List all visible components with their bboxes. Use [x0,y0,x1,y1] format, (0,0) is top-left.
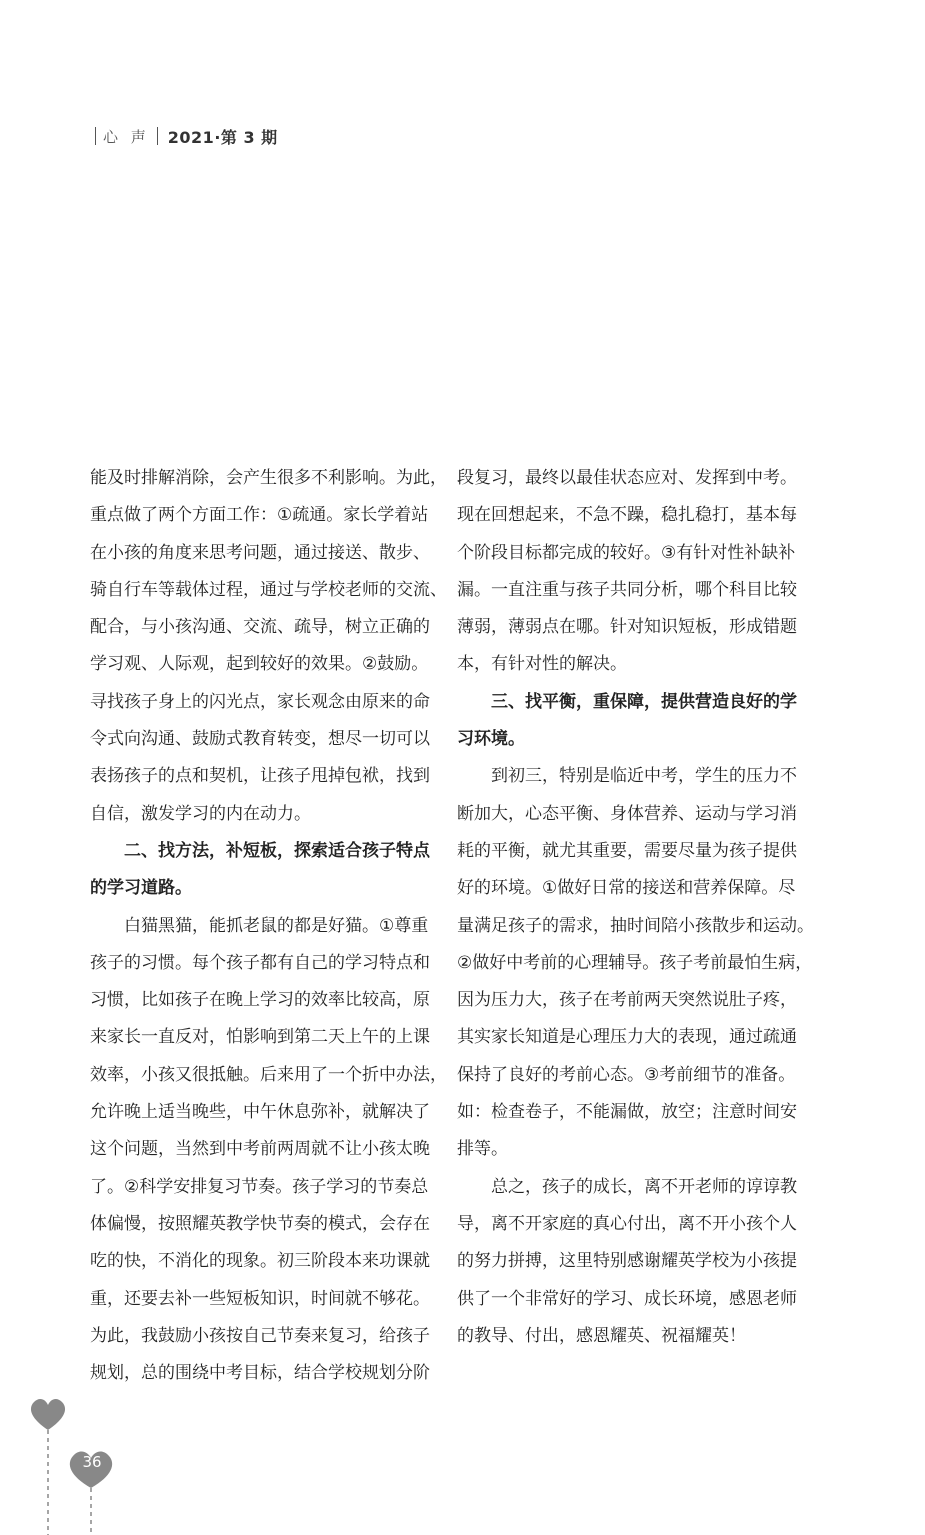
text-line: 二、找方法，补短板，探索适合孩子特点 [90,840,430,861]
text-line: 规划，总的围绕中考目标，结合学校规划分阶 [90,1363,430,1384]
text-line: 了。②科学安排复习节奏。孩子学习的节奏总 [90,1176,429,1197]
text-line: 能及时排解消除，会产生很多不利影响。为此， [90,468,447,488]
header-divider [157,127,158,145]
text-line: 量满足孩子的需求，抽时间陪小孩散步和运动。 [457,915,814,936]
text-line: 的学习道路。 [90,878,192,899]
text-line: 体偏慢，按照耀英教学快节奏的模式，会存在 [90,1213,430,1234]
text-line: 配合，与小孩沟通、交流、疏导，树立正确的 [90,617,430,638]
text-line: 因为压力大，孩子在考前两天突然说肚子疼， [457,990,797,1011]
text-line: 这个问题，当然到中考前两周就不让小孩太晚 [90,1139,430,1160]
text-line: 导，离不开家庭的真心付出，离不开小孩个人 [457,1213,797,1234]
text-line: 的努力拼搏，这里特别感谢耀英学校为小孩提 [457,1251,797,1272]
text-line: 供了一个非常好的学习、成长环境，感恩老师 [457,1288,797,1309]
text-line: 到初三，特别是临近中考，学生的压力不 [457,766,797,787]
text-line: 骑自行车等载体过程，通过与学校老师的交流、 [90,579,447,600]
text-line: 重点做了两个方面工作：①疏通。家长学着站 [90,505,429,526]
text-line: 漏。一直注重与孩子共同分析，哪个科目比较 [457,579,797,600]
text-line: 自信，激发学习的内在动力。 [90,803,311,824]
text-line: 本，有针对性的解决。 [457,654,627,675]
small-heart-icon [31,1399,65,1430]
text-line: 段复习，最终以最佳状态应对、发挥到中考。 [457,468,797,488]
text-line: 习惯，比如孩子在晚上学习的效率比较高，原 [90,990,430,1011]
section-name: 心 声 [103,127,150,146]
text-line: 断加大，心态平衡、身体营养、运动与学习消 [457,803,797,824]
text-line: 的教导、付出，感恩耀英、祝福耀英！ [457,1325,746,1346]
text-line: 总之，孩子的成长，离不开老师的谆谆教 [457,1176,797,1197]
issue-label: 2021·第 3 期 [167,127,278,147]
text-line: 个阶段目标都完成的较好。③有针对性补缺补 [457,542,796,563]
page-number: 36 [82,1453,102,1471]
text-line: 寻找孩子身上的闪光点，家长观念由原来的命 [90,691,430,712]
text-line: 表扬孩子的点和契机，让孩子甩掉包袱，找到 [90,766,430,787]
text-line: 保持了良好的考前心态。③考前细节的准备。 [457,1064,796,1085]
text-line: 三、找平衡，重保障，提供营造良好的学 [457,691,797,712]
text-line: 为此，我鼓励小孩按自己节奏来复习，给孩子 [90,1325,430,1346]
text-line: 学习观、人际观，起到较好的效果。②鼓励。 [90,654,429,675]
header-divider [95,127,96,145]
right-column [457,460,814,1355]
text-line: 薄弱，薄弱点在哪。针对知识短板，形成错题 [457,617,797,638]
text-line: 在小孩的角度来思考问题，通过接送、散步、 [90,542,430,563]
text-line: 孩子的习惯。每个孩子都有自己的学习特点和 [90,952,430,973]
text-line: 吃的快，不消化的现象。初三阶段本来功课就 [90,1251,430,1272]
left-column [90,460,447,1392]
heart-decoration [0,1390,140,1535]
text-line: 白猫黑猫，能抓老鼠的都是好猫。①尊重 [90,915,429,936]
text-line: 效率，小孩又很抵触。后来用了一个折中办法， [90,1064,447,1085]
text-line: 重，还要去补一些短板知识，时间就不够花。 [90,1288,430,1309]
text-line: 好的环境。①做好日常的接送和营养保障。尽 [457,878,796,899]
running-header [88,124,278,148]
text-line: ②做好中考前的心理辅导。孩子考前最怕生病， [457,952,813,973]
text-line: 现在回想起来，不急不躁，稳扎稳打，基本每 [457,505,797,526]
text-line: 令式向沟通、鼓励式教育转变，想尽一切可以 [90,729,430,750]
text-line: 允许晚上适当晚些，中午休息弥补，就解决了 [90,1102,430,1123]
text-line: 习环境。 [457,729,525,750]
text-line: 其实家长知道是心理压力大的表现，通过疏通 [457,1027,797,1048]
text-line: 如：检查卷子，不能漏做，放空；注意时间安 [457,1102,797,1123]
text-line: 来家长一直反对，怕影响到第二天上午的上课 [90,1027,430,1048]
text-line: 排等。 [457,1139,508,1160]
text-line: 耗的平衡，就尤其重要，需要尽量为孩子提供 [457,840,797,861]
